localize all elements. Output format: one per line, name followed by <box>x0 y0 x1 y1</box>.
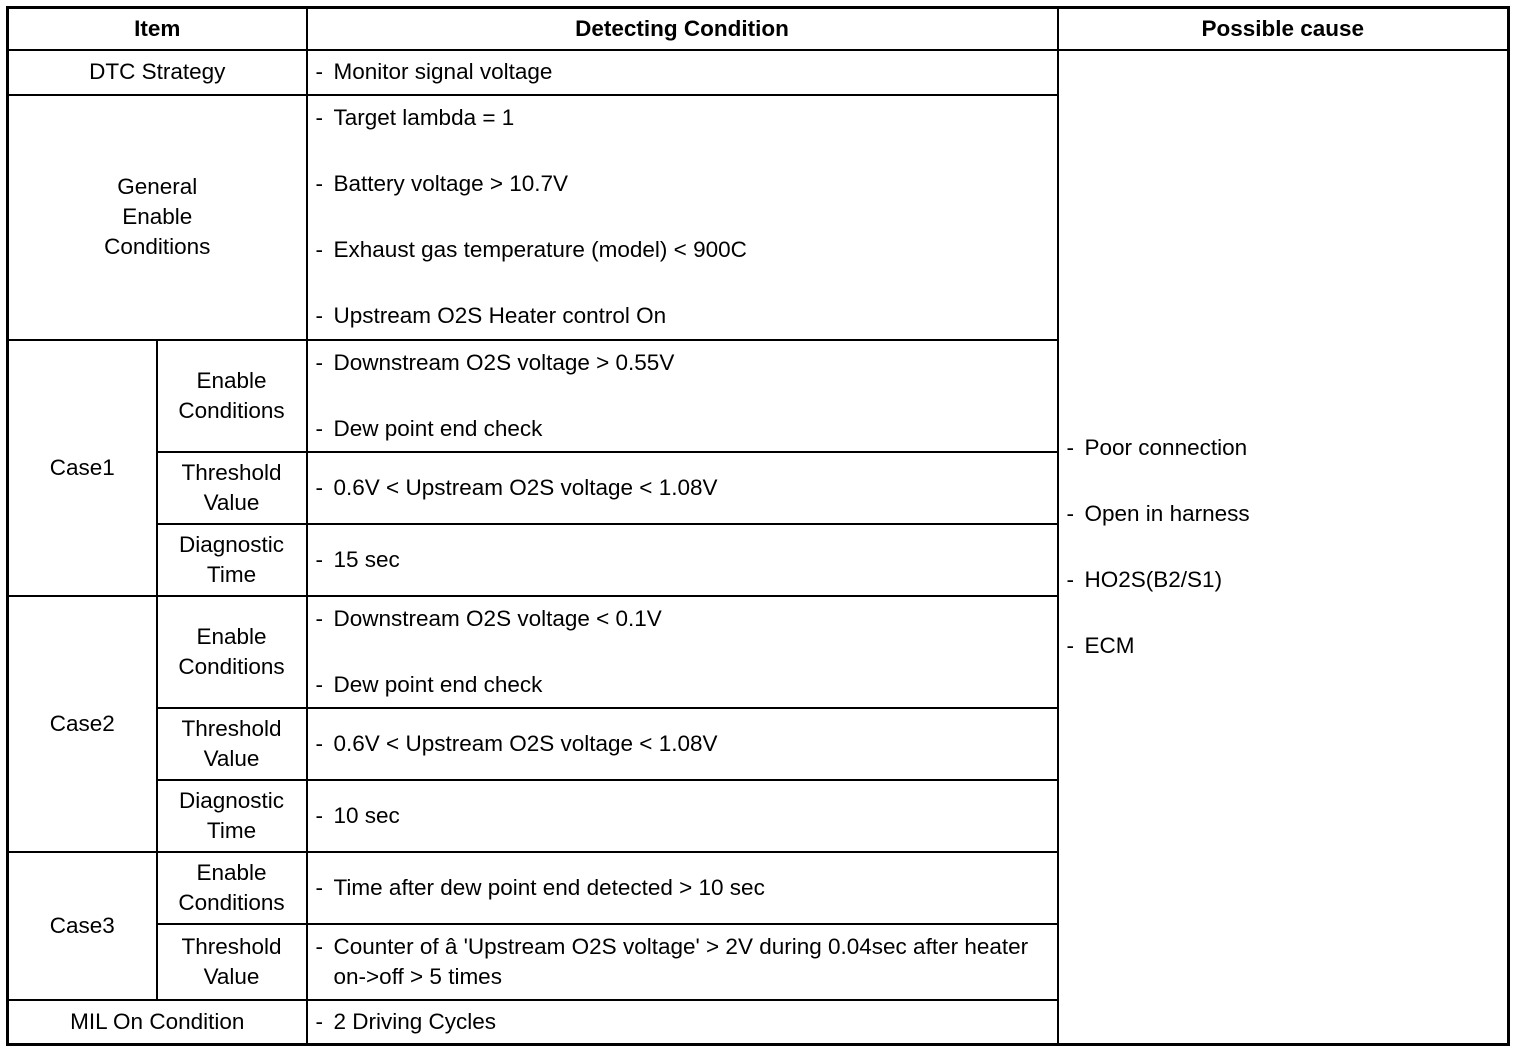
header-row <box>8 8 1509 50</box>
case1-threshold-conditions <box>307 452 1058 524</box>
case3-enable-label: Enable Conditions <box>157 852 307 924</box>
header-detecting-condition: Detecting Condition <box>307 8 1058 50</box>
header-item: Item <box>8 8 307 50</box>
list-item: - Dew point end check <box>315 415 543 441</box>
list-item: - Monitor signal voltage <box>315 59 553 84</box>
list-item: - Battery voltage > 10.7V <box>315 171 569 196</box>
list-item: - 0.6V < Upstream O2S voltage < 1.08V <box>315 474 718 500</box>
dtc-strategy-conditions <box>307 50 1058 95</box>
case3-threshold-conditions <box>307 924 1058 1000</box>
case1-enable-conditions <box>307 340 1058 452</box>
list-item: - Downstream O2S voltage < 0.1V <box>315 605 662 631</box>
list-item: - Exhaust gas temperature (model) < 900C <box>315 237 747 262</box>
case2-enable-label: Enable Conditions <box>157 596 307 708</box>
row-dtc-strategy <box>8 50 1509 95</box>
list-item: - 10 sec <box>315 802 400 828</box>
cause-item: - Poor connection <box>1066 434 1248 460</box>
case2-threshold-label: Threshold Value <box>157 708 307 780</box>
dtc-table <box>6 6 1510 1046</box>
case2-diag-time-conditions <box>307 780 1058 852</box>
case1-threshold-label: Threshold Value <box>157 452 307 524</box>
possible-cause-cell <box>1058 50 1509 1045</box>
case2-diag-time-label: Diagnostic Time <box>157 780 307 852</box>
list-item: - Dew point end check <box>315 671 543 697</box>
dtc-strategy-label: DTC Strategy <box>8 50 307 95</box>
list-item: - Counter of â 'Upstream O2S voltage' > 2V during 0.04sec after heater on->off > 5 times <box>315 933 1029 989</box>
case1-diag-time-label: Diagnostic Time <box>157 524 307 596</box>
list-item: - 0.6V < Upstream O2S voltage < 1.08V <box>315 730 718 756</box>
case3-enable-conditions <box>307 852 1058 924</box>
list-item: - Time after dew point end detected > 10 sec <box>315 874 765 900</box>
list-item: - 2 Driving Cycles <box>315 1008 497 1034</box>
mil-conditions <box>307 1000 1058 1045</box>
case3-label: Case3 <box>8 852 157 1000</box>
header-possible-cause: Possible cause <box>1058 8 1509 50</box>
mil-label: MIL On Condition <box>8 1000 307 1045</box>
case2-enable-conditions <box>307 596 1058 708</box>
general-enable-label: General Enable Conditions <box>8 95 307 340</box>
cause-item: - ECM <box>1066 632 1135 658</box>
case1-diag-time-conditions <box>307 524 1058 596</box>
case1-label: Case1 <box>8 340 157 596</box>
list-item: - 15 sec <box>315 546 400 572</box>
list-item: - Upstream O2S Heater control On <box>315 303 667 328</box>
case3-threshold-label: Threshold Value <box>157 924 307 1000</box>
case2-threshold-conditions <box>307 708 1058 780</box>
general-enable-conditions <box>307 95 1058 340</box>
case2-label: Case2 <box>8 596 157 852</box>
cause-item: - HO2S(B2/S1) <box>1066 566 1223 592</box>
case1-enable-label: Enable Conditions <box>157 340 307 452</box>
cause-item: - Open in harness <box>1066 500 1250 526</box>
list-item: - Downstream O2S voltage > 0.55V <box>315 349 675 375</box>
list-item: - Target lambda = 1 <box>315 105 515 130</box>
